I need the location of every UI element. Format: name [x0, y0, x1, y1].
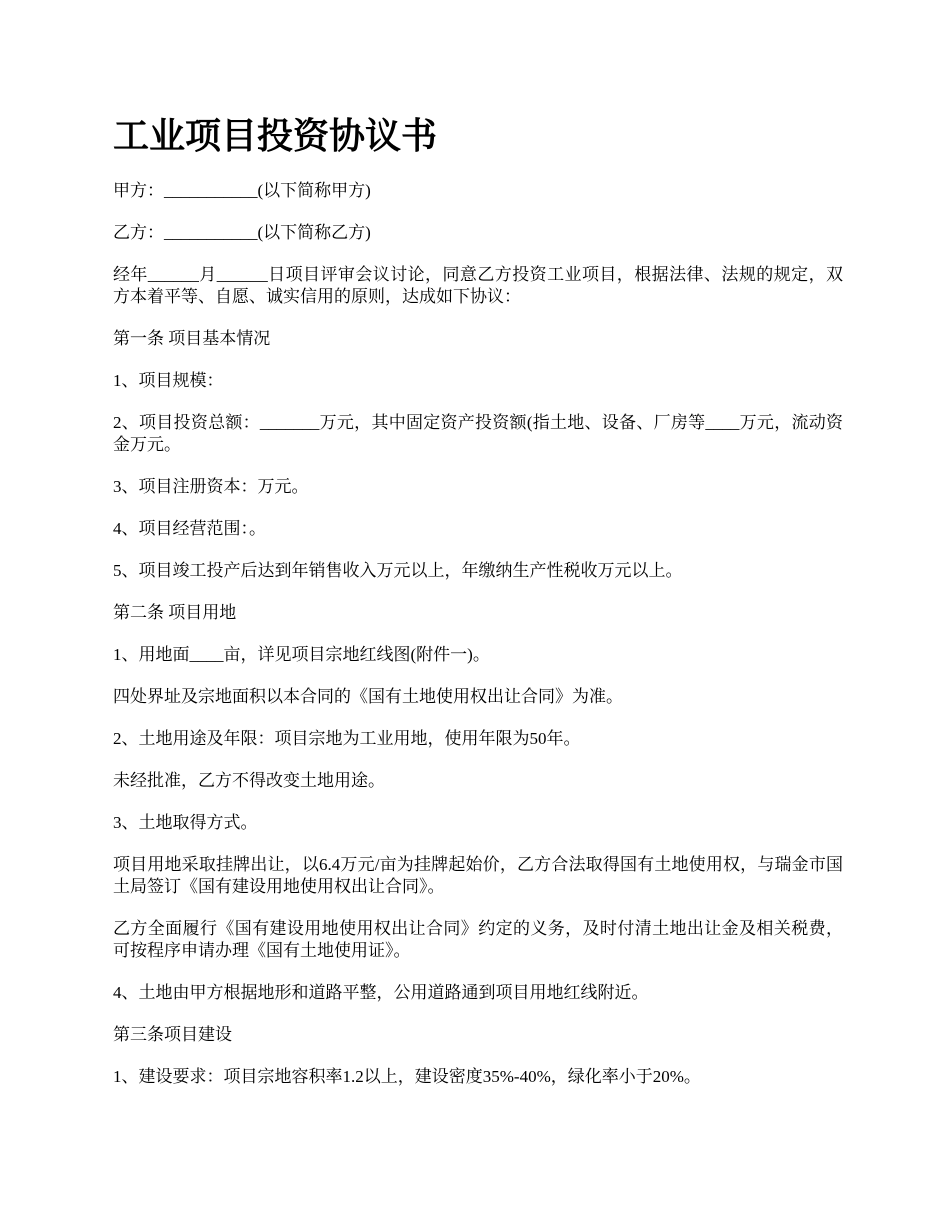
- party-b-line: 乙方：___________(以下简称乙方): [113, 223, 371, 242]
- section-heading-article-2: 第二条 项目用地: [113, 603, 237, 622]
- document-title: 工业项目投资协议书: [113, 115, 438, 157]
- clause-paragraph: 乙方全面履行《国有建设用地使用权出让合同》约定的义务，及时付清土地出让金及相关税费，可按程序申请办理《国有土地使用证》。: [113, 919, 843, 960]
- clause-paragraph: 1、项目规模：: [113, 371, 224, 390]
- clause-paragraph: 1、建设要求：项目宗地容积率1.2以上，建设密度35%-40%，绿化率小于20%。: [113, 1067, 701, 1086]
- clause-paragraph: 2、土地用途及年限：项目宗地为工业用地，使用年限为50年。: [113, 729, 581, 748]
- clause-paragraph: 2、项目投资总额：_______万元，其中固定资产投资额(指土地、设备、厂房等____万元，流动资金万元。: [113, 413, 843, 454]
- clause-paragraph: 4、土地由甲方根据地形和道路平整，公用道路通到项目用地红线附近。: [113, 983, 649, 1002]
- clause-paragraph: 3、项目注册资本：万元。: [113, 477, 309, 496]
- clause-paragraph: 5、项目竣工投产后达到年销售收入万元以上，年缴纳生产性税收万元以上。: [113, 561, 683, 580]
- preamble-paragraph: 经年______月______日项目评审会议讨论，同意乙方投资工业项目，根据法律、法规的规定，双方本着平等、自愿、诚实信用的原则，达成如下协议：: [113, 265, 843, 306]
- clause-paragraph: 未经批准，乙方不得改变土地用途。: [113, 771, 385, 790]
- party-a-line: 甲方：___________(以下简称甲方): [113, 181, 371, 200]
- clause-paragraph: 1、用地面____亩，详见项目宗地红线图(附件一)。: [113, 645, 490, 664]
- clause-paragraph: 4、项目经营范围：。: [113, 519, 266, 538]
- document-page: [113, 110, 843, 1108]
- clause-paragraph: 四处界址及宗地面积以本合同的《国有土地使用权出让合同》为准。: [113, 687, 623, 706]
- section-heading-article-3: 第三条项目建设: [113, 1025, 232, 1044]
- clause-paragraph: 3、土地取得方式。: [113, 813, 258, 832]
- section-heading-article-1: 第一条 项目基本情况: [113, 329, 271, 348]
- clause-paragraph: 项目用地采取挂牌出让，以6.4万元/亩为挂牌起始价，乙方合法取得国有土地使用权，与瑞金市国土局签订《国有建设用地使用权出让合同》。: [113, 855, 843, 896]
